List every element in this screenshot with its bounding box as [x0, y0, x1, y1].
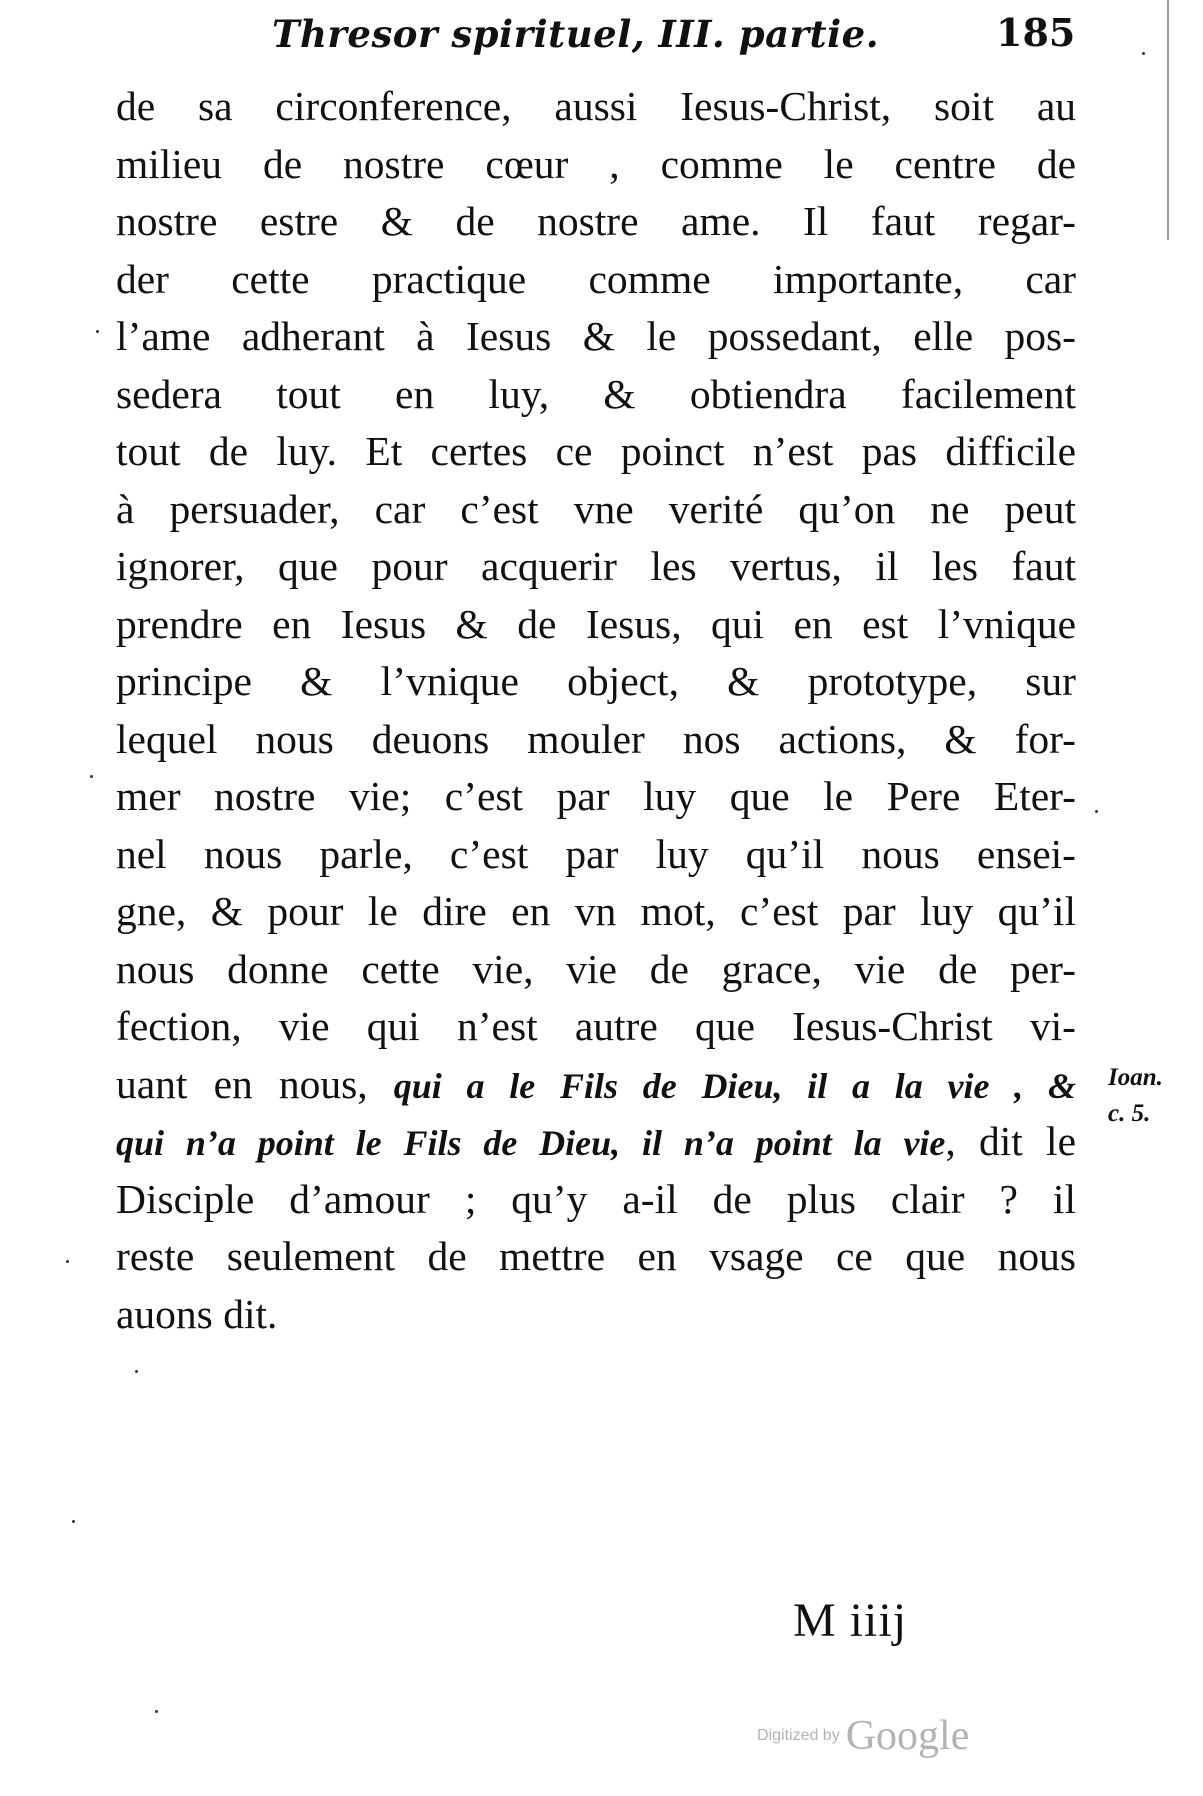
margin-reference-book: Ioan. — [1108, 1064, 1163, 1091]
line-prefix: uant en nous, — [116, 1060, 394, 1107]
text-line: l’ame adherant à Iesus & le possedant, elle pos- — [116, 313, 1076, 359]
text-line-with-quote — [116, 1056, 1076, 1114]
margin-reference — [1108, 1060, 1163, 1132]
text-line: auons dit. — [116, 1290, 278, 1337]
scan-speck — [66, 1260, 69, 1263]
text-line: fection, vie qui n’est autre que Iesus-Christ vi- — [116, 1003, 1076, 1049]
running-title: Thresor spirituel, III. partie. — [272, 12, 880, 56]
text-line: de sa circonference, aussi Iesus-Christ, soit au — [116, 83, 1076, 129]
text-line: der cette practique comme importante, car — [116, 255, 1076, 302]
text-line-with-quote — [116, 1113, 1076, 1171]
page-number: 185 — [996, 10, 1076, 55]
text-line: sedera tout en luy, & obtiendra facilement — [116, 370, 1076, 417]
text-line: nostre estre & de nostre ame. Il faut regar- — [116, 198, 1076, 244]
scan-speck — [72, 1520, 75, 1523]
page-edge-line — [1167, 0, 1169, 240]
text-line: tout de luy. Et certes ce poinct n’est pas difficile — [116, 428, 1076, 474]
text-line: prendre en Iesus & de Iesus, qui en est l’vnique — [116, 600, 1076, 647]
scan-speck — [90, 775, 93, 778]
text-line: reste seulement de mettre en vsage ce que nous — [116, 1233, 1076, 1279]
signature-mark: M iiij — [793, 1594, 908, 1647]
scan-speck — [135, 1370, 138, 1373]
scripture-quote: qui n’a point le Fils de Dieu, il n’a point la vie — [116, 1123, 946, 1163]
scan-speck — [96, 330, 99, 333]
scan-speck — [1142, 52, 1145, 55]
text-line: mer nostre vie; c’est par luy que le Pere Eter- — [116, 773, 1076, 819]
line-suffix: , dit le — [945, 1118, 1076, 1164]
text-line: nel nous parle, c’est par luy qu’il nous ensei- — [116, 830, 1076, 877]
text-line: milieu de nostre cœur , comme le centre de — [116, 140, 1076, 187]
main-text — [116, 78, 1076, 1343]
digitization-watermark — [757, 1712, 969, 1760]
margin-reference-chapter: c. 5. — [1108, 1100, 1151, 1127]
text-line: ignorer, que pour acquerir les vertus, il les faut — [116, 543, 1076, 589]
scan-speck — [155, 1710, 158, 1713]
scan-speck — [1095, 810, 1098, 813]
text-line: à persuader, car c’est vne verité qu’on ne peut — [116, 485, 1076, 532]
watermark-brand: Google — [845, 1713, 970, 1759]
text-line: principe & l’vnique object, & prototype, sur — [116, 658, 1076, 704]
text-line: Disciple d’amour ; qu’y a-il de plus clair ? il — [116, 1175, 1076, 1222]
scripture-quote: qui a le Fils de Dieu, il a la vie , & — [393, 1065, 1076, 1106]
text-line: nous donne cette vie, vie de grace, vie de per- — [116, 945, 1076, 992]
watermark-prefix: Digitized by — [757, 1727, 840, 1744]
text-line: gne, & pour le dire en vn mot, c’est par luy qu’il — [116, 888, 1076, 934]
text-line: lequel nous deuons mouler nos actions, & for- — [116, 715, 1076, 762]
